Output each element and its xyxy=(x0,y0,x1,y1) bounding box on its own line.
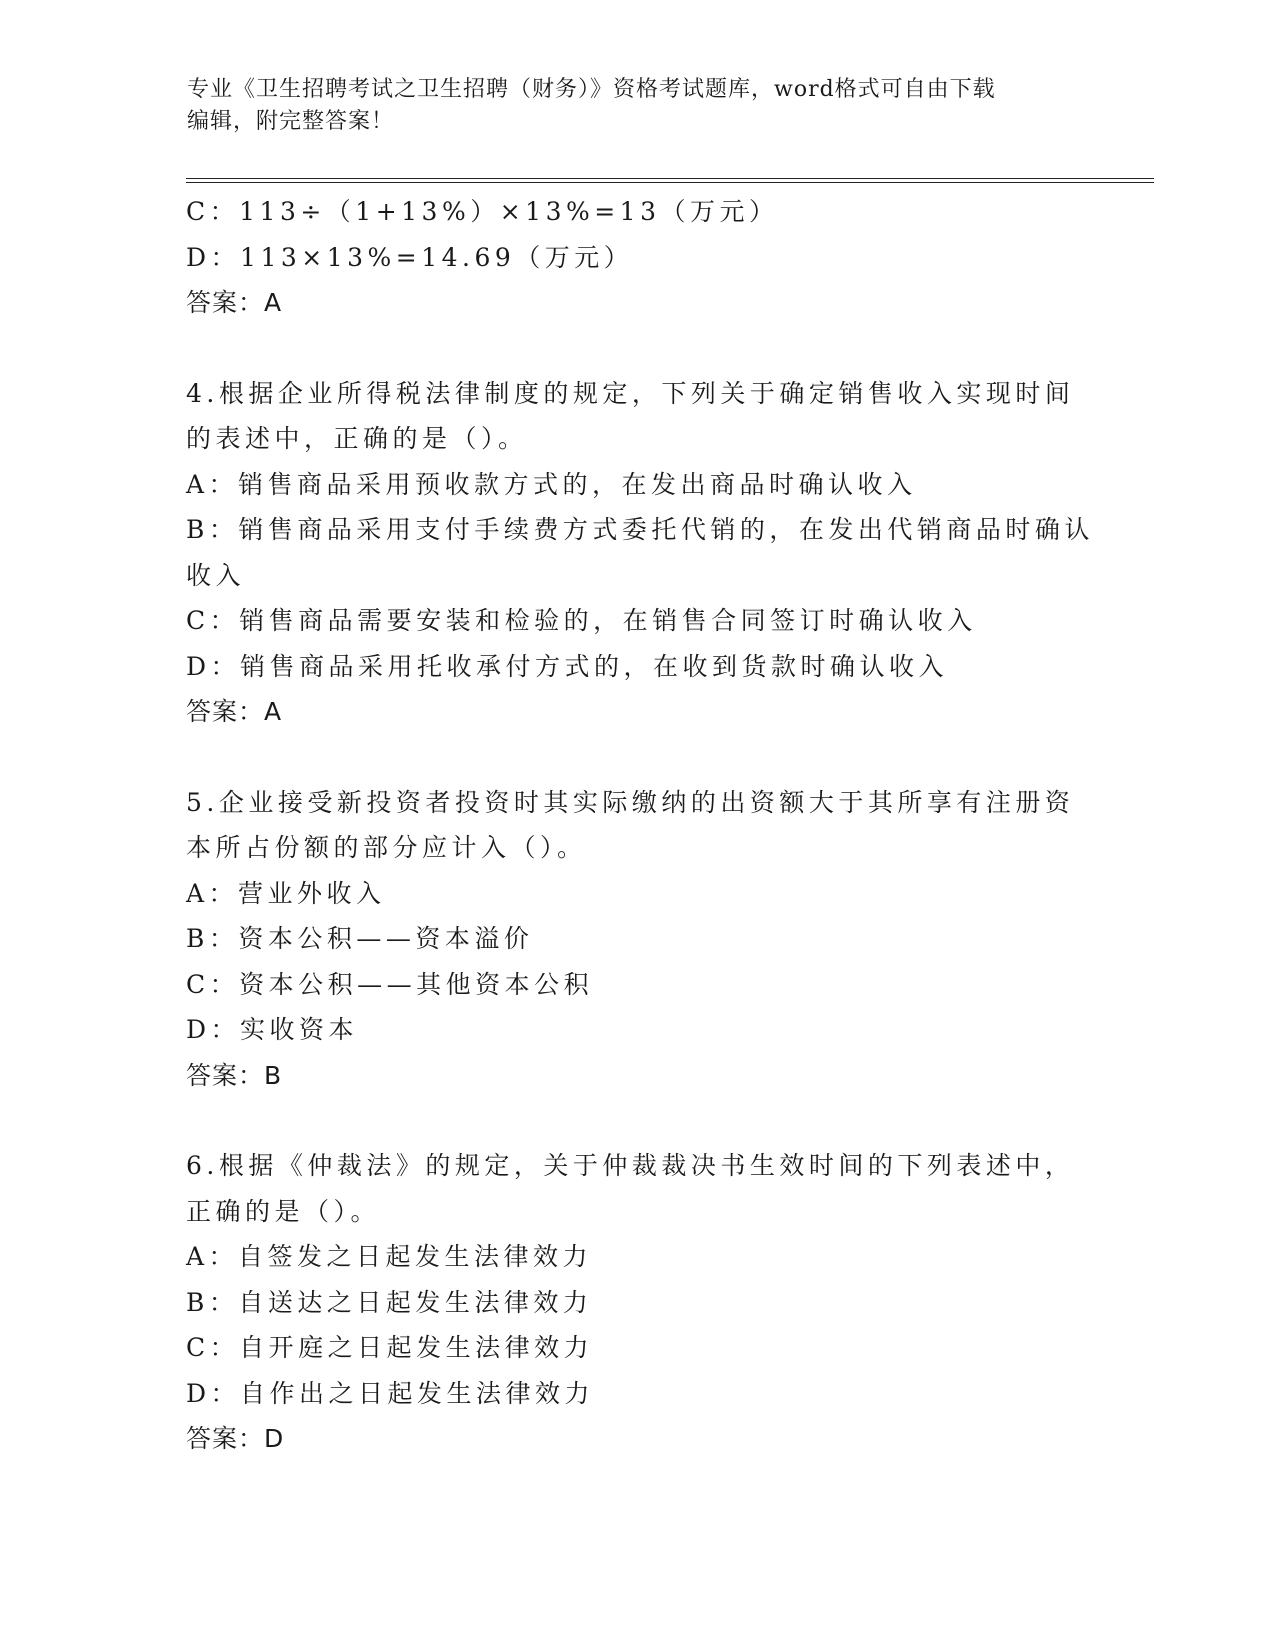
question-5 xyxy=(186,780,1086,1099)
header-line-2: 编辑，附完整答案！ xyxy=(187,109,395,134)
header-line-1: 专业《卫生招聘考试之卫生招聘（财务）》资格考试题库，word格式可自由下载 xyxy=(187,77,996,102)
header-divider xyxy=(186,178,1154,179)
answer: 答案：B xyxy=(186,1060,283,1090)
spacer xyxy=(186,326,1086,371)
option-d: D：销售商品采用托收承付方式的，在收到货款时确认收入 xyxy=(186,651,949,681)
question-stem: 5.企业接受新投资者投资时其实际缴纳的出资额大于其所享有注册资 xyxy=(186,787,1075,817)
option-a: A：自签发之日起发生法律效力 xyxy=(186,1242,593,1271)
option-c: C：销售商品需要安装和检验的，在销售合同签订时确认收入 xyxy=(186,606,977,635)
question-6 xyxy=(186,1143,1086,1462)
option-c: C：资本公积——其他资本公积 xyxy=(186,969,594,999)
option-b-cont: 收入 xyxy=(186,560,246,590)
option-d: D：实收资本 xyxy=(186,1015,359,1044)
option-d: D：自作出之日起发生法律效力 xyxy=(186,1378,595,1408)
option-a: A：营业外收入 xyxy=(186,878,386,908)
answer: 答案：D xyxy=(186,1424,285,1453)
question-4 xyxy=(186,371,1094,735)
question-stem-cont: 的表述中，正确的是（）。 xyxy=(186,424,528,453)
option-b: B：自送达之日起发生法律效力 xyxy=(186,1287,593,1317)
option-c: C：自开庭之日起发生法律效力 xyxy=(186,1333,594,1362)
header-divider-second xyxy=(186,182,1154,183)
answer: 答案：A xyxy=(186,697,283,726)
option-b: B：资本公积——资本溢价 xyxy=(186,924,534,953)
question-stem: 4.根据企业所得税法律制度的规定，下列关于确定销售收入实现时间 xyxy=(186,378,1075,408)
option-c: C：113÷（1+13%）×13%=13（万元） xyxy=(186,197,779,226)
option-d: D：113×13%=14.69（万元） xyxy=(186,242,634,272)
question-3-tail xyxy=(186,189,1086,326)
spacer xyxy=(186,735,1086,780)
question-stem-cont: 本所占份额的部分应计入（）。 xyxy=(186,833,587,862)
answer: 答案：A xyxy=(186,288,283,317)
question-stem: 6.根据《仲裁法》的规定，关于仲裁裁决书生效时间的下列表述中， xyxy=(186,1151,1075,1180)
spacer xyxy=(186,1098,1086,1143)
document-body xyxy=(186,189,1094,1462)
page-header xyxy=(187,74,1087,138)
option-b: B：销售商品采用支付手续费方式委托代销的，在发出代销商品时确认 xyxy=(186,515,1094,544)
option-a: A：销售商品采用预收款方式的，在发出商品时确认收入 xyxy=(186,469,917,499)
question-stem-cont: 正确的是（）。 xyxy=(186,1196,381,1226)
